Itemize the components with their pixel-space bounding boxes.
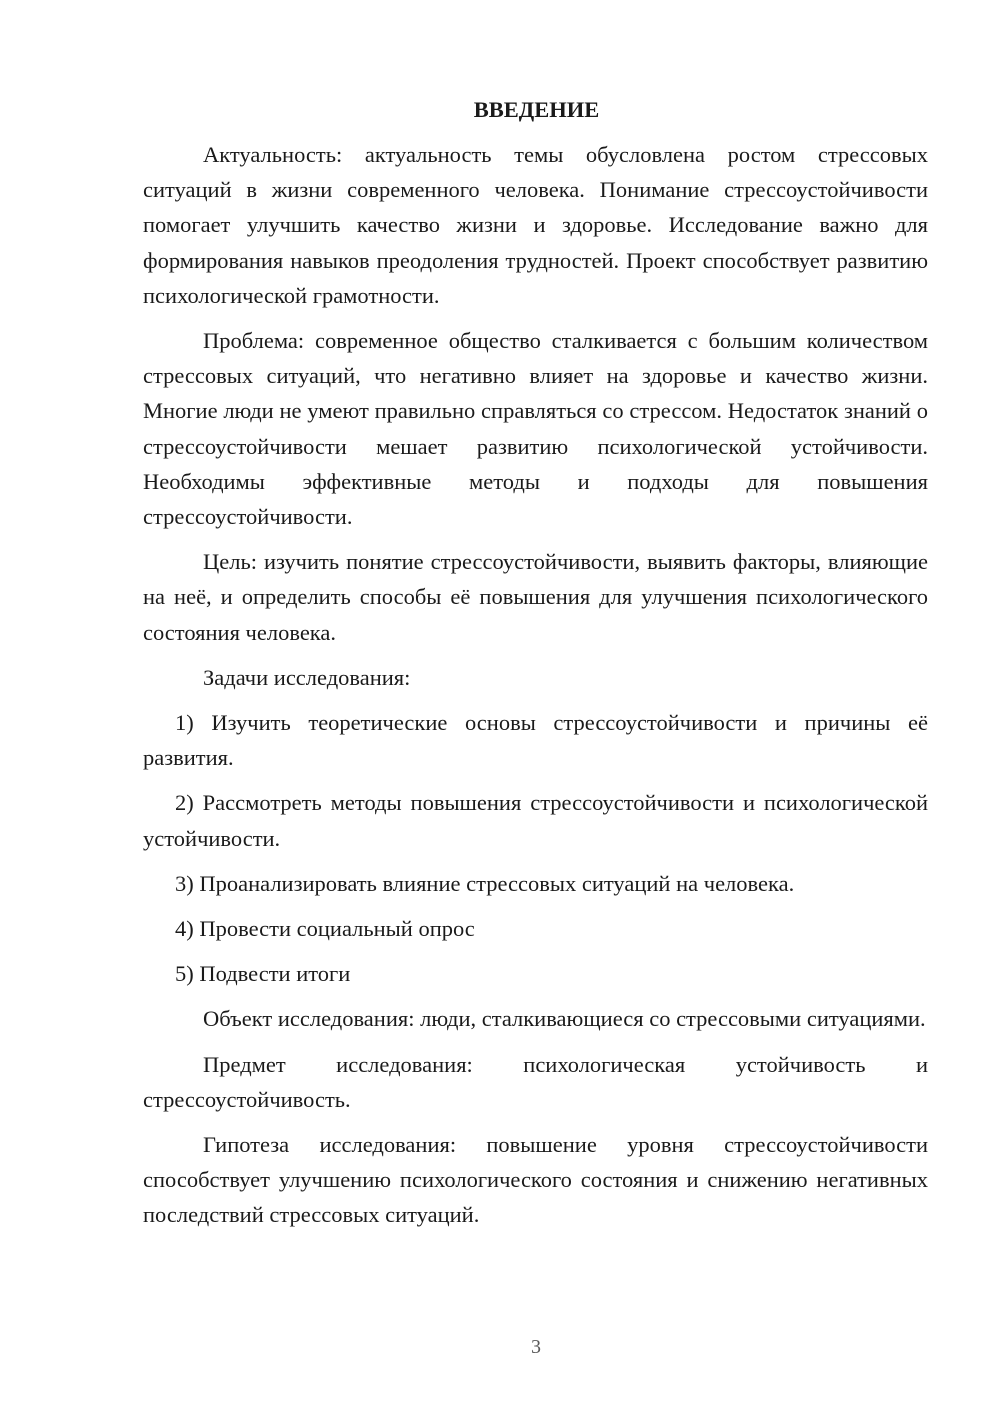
task-item-4: 4) Провести социальный опрос [175,916,475,942]
page-title: ВВЕДЕНИЕ [473,97,600,122]
page-number: 3 [531,1336,541,1358]
task-item-2: 2) Рассмотреть методы повышения стрессоустойчивости и психологической устойчивости. [143,790,928,851]
page-content [143,92,928,1243]
subject-paragraph: Предмет исследования: психологическая устойчивость и стрессоустойчивость. [143,1051,928,1112]
hypothesis-paragraph: Гипотеза исследования: повышение уровня стрессоустойчивости способствует улучшению психологического состояния и снижению негативных последствий стрессовых ситуаций. [143,1132,928,1228]
task-item-5: 5) Подвести итоги [175,961,351,987]
problem-paragraph: Проблема: современное общество сталкивается с большим количеством стрессовых ситуаций, что негативно влияет на здоровье и качество жизни. Многие люди не умеют правильно справляться со стрессом. Недостаток знаний о стрессоустойчивости мешает развитию психологической устойчивости. Необходимы эффективные методы и подходы для повышения стрессоустойчивости. [143,328,928,530]
relevance-paragraph: Актуальность: актуальность темы обусловлена ростом стрессовых ситуаций в жизни современного человека. Понимание стрессоустойчивости помогает улучшить качество жизни и здоровье. Исследование важно для формирования навыков преодоления трудностей. Проект способствует развитию психологической грамотности. [143,142,928,308]
task-item-3: 3) Проанализировать влияние стрессовых ситуаций на человека. [175,870,795,896]
task-item-1: 1) Изучить теоретические основы стрессоустойчивости и причины её развития. [143,710,928,771]
tasks-heading: Задачи исследования: [203,664,411,690]
goal-paragraph: Цель: изучить понятие стрессоустойчивости, выявить факторы, влияющие на неё, и определить способы её повышения для улучшения психологического состояния человека. [143,549,928,645]
object-paragraph: Объект исследования: люди, сталкивающиеся со стрессовыми ситуациями. [203,1006,926,1032]
